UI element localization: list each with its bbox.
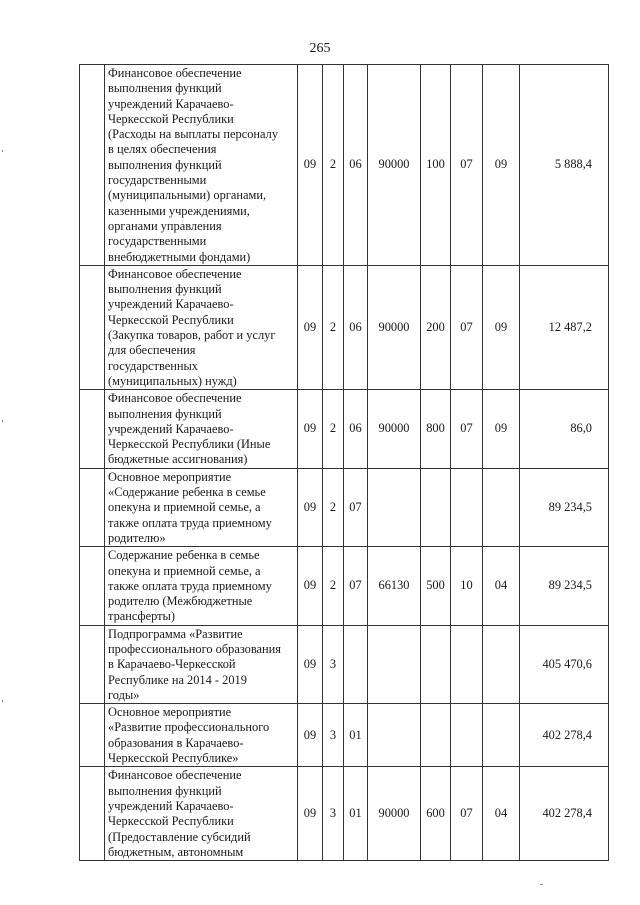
- code-cell: 3: [323, 625, 344, 703]
- amount-cell: 89 234,5: [520, 547, 609, 625]
- code-cell: 09: [483, 65, 520, 266]
- code-cell: 07: [451, 65, 483, 266]
- margin-cell: [80, 265, 105, 389]
- code-cell: 66130: [368, 547, 421, 625]
- code-cell: 01: [344, 704, 368, 767]
- code-cell: 3: [323, 767, 344, 861]
- code-cell: [483, 625, 520, 703]
- scan-speck: [2, 420, 3, 422]
- code-cell: [451, 704, 483, 767]
- code-cell: [421, 468, 451, 546]
- amount-cell: 402 278,4: [520, 704, 609, 767]
- margin-cell: [80, 547, 105, 625]
- code-cell: 09: [483, 265, 520, 389]
- row-description: Финансовое обеспечение выполнения функций учреждений Карачаево- Черкесской Республики (Расходы на выплаты персоналу в целях обеспечения выполнения функций государственными (муниципальными) органами, казенными учреждениями, органами управления государственными внебюджетными фондами): [105, 65, 298, 266]
- table-row: [80, 767, 609, 861]
- table-body: [80, 65, 609, 861]
- scan-speck: [2, 150, 3, 152]
- code-cell: 600: [421, 767, 451, 861]
- code-cell: 90000: [368, 767, 421, 861]
- margin-cell: [80, 390, 105, 468]
- code-cell: 09: [298, 65, 323, 266]
- row-description: Подпрограмма «Развитие профессионального образования в Карачаево-Черкесской Республике на 2014 - 2019 годы»: [105, 625, 298, 703]
- code-cell: 90000: [368, 265, 421, 389]
- amount-cell: 402 278,4: [520, 767, 609, 861]
- code-cell: 90000: [368, 65, 421, 266]
- code-cell: [483, 468, 520, 546]
- code-cell: 09: [298, 547, 323, 625]
- row-description: Основное мероприятие «Содержание ребенка в семье опекуна и приемной семье, а также оплата труда приемному родителю»: [105, 468, 298, 546]
- code-cell: 01: [344, 767, 368, 861]
- code-cell: 06: [344, 265, 368, 389]
- code-cell: 07: [344, 468, 368, 546]
- code-cell: [451, 468, 483, 546]
- code-cell: 04: [483, 547, 520, 625]
- table-row: [80, 390, 609, 468]
- table-row: [80, 704, 609, 767]
- code-cell: 2: [323, 65, 344, 266]
- code-cell: 09: [298, 625, 323, 703]
- margin-cell: [80, 704, 105, 767]
- amount-cell: 89 234,5: [520, 468, 609, 546]
- table-row: [80, 265, 609, 389]
- table-row: [80, 547, 609, 625]
- table-row: [80, 468, 609, 546]
- row-description: Финансовое обеспечение выполнения функций учреждений Карачаево- Черкесской Республики (Предоставление субсидий бюджетным, автономным: [105, 767, 298, 861]
- code-cell: [368, 468, 421, 546]
- code-cell: 09: [298, 704, 323, 767]
- code-cell: 09: [483, 390, 520, 468]
- code-cell: [344, 625, 368, 703]
- code-cell: 90000: [368, 390, 421, 468]
- code-cell: 09: [298, 468, 323, 546]
- code-cell: 09: [298, 390, 323, 468]
- code-cell: 10: [451, 547, 483, 625]
- code-cell: 09: [298, 265, 323, 389]
- margin-cell: [80, 65, 105, 266]
- code-cell: 500: [421, 547, 451, 625]
- code-cell: [368, 704, 421, 767]
- code-cell: 06: [344, 390, 368, 468]
- code-cell: 2: [323, 468, 344, 546]
- code-cell: 07: [451, 265, 483, 389]
- code-cell: 2: [323, 390, 344, 468]
- code-cell: 100: [421, 65, 451, 266]
- margin-cell: [80, 625, 105, 703]
- code-cell: 06: [344, 65, 368, 266]
- code-cell: 07: [451, 390, 483, 468]
- code-cell: 2: [323, 547, 344, 625]
- table-row: [80, 65, 609, 266]
- page-number: 265: [309, 41, 331, 56]
- amount-cell: 5 888,4: [520, 65, 609, 266]
- code-cell: [483, 704, 520, 767]
- code-cell: [421, 704, 451, 767]
- code-cell: [451, 625, 483, 703]
- row-description: Финансовое обеспечение выполнения функций учреждений Карачаево- Черкесской Республики (Иные бюджетные ассигнования): [105, 390, 298, 468]
- code-cell: 3: [323, 704, 344, 767]
- margin-cell: [80, 468, 105, 546]
- budget-table: [79, 64, 609, 861]
- code-cell: 200: [421, 265, 451, 389]
- amount-cell: 405 470,6: [520, 625, 609, 703]
- code-cell: 09: [298, 767, 323, 861]
- code-cell: 07: [344, 547, 368, 625]
- code-cell: 07: [451, 767, 483, 861]
- scan-speck: [540, 884, 543, 885]
- code-cell: 2: [323, 265, 344, 389]
- amount-cell: 86,0: [520, 390, 609, 468]
- code-cell: [421, 625, 451, 703]
- table-row: [80, 625, 609, 703]
- code-cell: 800: [421, 390, 451, 468]
- margin-cell: [80, 767, 105, 861]
- row-description: Финансовое обеспечение выполнения функций учреждений Карачаево- Черкесской Республики (Закупка товаров, работ и услуг для обеспечения государственных (муниципальных) нужд): [105, 265, 298, 389]
- scan-speck: [2, 700, 3, 702]
- amount-cell: 12 487,2: [520, 265, 609, 389]
- code-cell: 04: [483, 767, 520, 861]
- row-description: Содержание ребенка в семье опекуна и приемной семье, а также оплата труда приемному родителю (Межбюджетные трансферты): [105, 547, 298, 625]
- code-cell: [368, 625, 421, 703]
- row-description: Основное мероприятие «Развитие профессионального образования в Карачаево- Черкесской Республике»: [105, 704, 298, 767]
